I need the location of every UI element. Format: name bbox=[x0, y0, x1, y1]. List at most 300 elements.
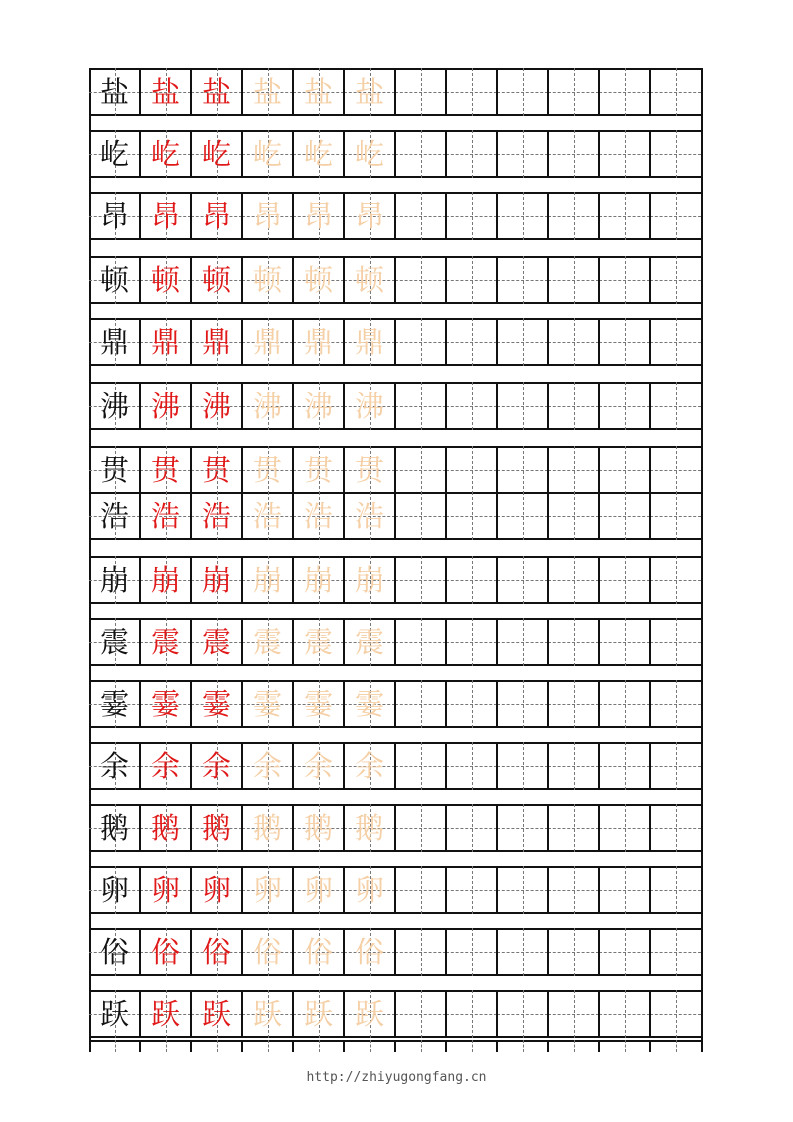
practice-cell[interactable] bbox=[242, 318, 293, 366]
practice-cell[interactable] bbox=[293, 382, 344, 430]
guide-dash-horizontal bbox=[446, 342, 497, 343]
practice-cell[interactable] bbox=[548, 446, 599, 494]
trace-char: 屹 bbox=[303, 136, 333, 171]
practice-cell[interactable] bbox=[548, 556, 599, 604]
cell-separator bbox=[445, 68, 447, 116]
practice-cell[interactable] bbox=[344, 990, 395, 1038]
stroke-char: 浩 bbox=[150, 498, 180, 533]
practice-cell bbox=[191, 382, 242, 430]
practice-cell[interactable] bbox=[548, 742, 599, 790]
guide-dash-horizontal bbox=[548, 580, 599, 581]
practice-cell[interactable] bbox=[293, 680, 344, 728]
guide-dash-horizontal bbox=[599, 704, 650, 705]
cell-separator bbox=[598, 618, 600, 666]
guide-dash-horizontal bbox=[446, 516, 497, 517]
practice-cell[interactable] bbox=[395, 742, 446, 790]
practice-cell[interactable] bbox=[599, 192, 650, 240]
cell-separator bbox=[445, 318, 447, 366]
trace-char: 昂 bbox=[252, 198, 282, 233]
guide-dash-horizontal bbox=[548, 952, 599, 953]
practice-cell bbox=[89, 742, 140, 790]
practice-row bbox=[89, 618, 703, 666]
guide-dash-horizontal bbox=[446, 406, 497, 407]
practice-cell bbox=[140, 618, 191, 666]
practice-cell[interactable] bbox=[395, 130, 446, 178]
guide-dash-horizontal bbox=[395, 642, 446, 643]
practice-cell[interactable] bbox=[395, 618, 446, 666]
guide-dash-horizontal bbox=[599, 890, 650, 891]
trace-char: 鼎 bbox=[354, 324, 384, 359]
stroke-char: 卵 bbox=[201, 872, 231, 907]
practice-cell[interactable] bbox=[599, 928, 650, 976]
cell-separator bbox=[547, 556, 549, 604]
practice-cell[interactable] bbox=[497, 446, 548, 494]
practice-cell[interactable] bbox=[599, 130, 650, 178]
practice-cell[interactable] bbox=[599, 680, 650, 728]
practice-cell[interactable] bbox=[497, 928, 548, 976]
practice-cell[interactable] bbox=[497, 318, 548, 366]
practice-cell[interactable] bbox=[293, 446, 344, 494]
trace-char: 跃 bbox=[354, 996, 384, 1031]
practice-cell bbox=[191, 618, 242, 666]
cell-separator bbox=[496, 742, 498, 790]
practice-cell[interactable] bbox=[344, 742, 395, 790]
practice-cell[interactable] bbox=[650, 192, 701, 240]
practice-cell[interactable] bbox=[242, 68, 293, 116]
practice-cell[interactable] bbox=[242, 928, 293, 976]
cell-separator bbox=[394, 446, 396, 494]
guide-dash-vertical bbox=[166, 1040, 167, 1052]
practice-cell[interactable] bbox=[395, 492, 446, 540]
practice-cell[interactable] bbox=[599, 618, 650, 666]
practice-cell[interactable] bbox=[395, 928, 446, 976]
practice-row bbox=[89, 382, 703, 430]
guide-dash-horizontal bbox=[395, 470, 446, 471]
guide-dash-horizontal bbox=[395, 952, 446, 953]
practice-cell[interactable] bbox=[599, 742, 650, 790]
practice-cell[interactable] bbox=[446, 742, 497, 790]
practice-cell[interactable] bbox=[650, 804, 701, 852]
practice-cell[interactable] bbox=[650, 680, 701, 728]
practice-cell[interactable] bbox=[446, 556, 497, 604]
practice-cell[interactable] bbox=[293, 130, 344, 178]
practice-cell[interactable] bbox=[395, 556, 446, 604]
practice-cell bbox=[140, 256, 191, 304]
cell-separator bbox=[394, 990, 396, 1038]
stroke-char: 余 bbox=[150, 748, 180, 783]
cell-separator bbox=[445, 1040, 447, 1052]
cell-separator bbox=[496, 804, 498, 852]
guide-dash-horizontal bbox=[395, 216, 446, 217]
practice-cell[interactable] bbox=[497, 804, 548, 852]
cell-separator bbox=[547, 866, 549, 914]
practice-cell[interactable] bbox=[446, 382, 497, 430]
practice-cell[interactable] bbox=[650, 742, 701, 790]
cell-separator bbox=[547, 68, 549, 116]
guide-dash-horizontal bbox=[548, 766, 599, 767]
practice-cell[interactable] bbox=[344, 382, 395, 430]
practice-cell[interactable] bbox=[344, 866, 395, 914]
trace-char: 卵 bbox=[303, 872, 333, 907]
practice-cell[interactable] bbox=[344, 804, 395, 852]
trace-char: 震 bbox=[303, 624, 333, 659]
practice-cell[interactable] bbox=[548, 492, 599, 540]
practice-cell[interactable] bbox=[548, 130, 599, 178]
practice-cell bbox=[140, 866, 191, 914]
practice-cell[interactable] bbox=[395, 804, 446, 852]
row-top-line bbox=[89, 1040, 703, 1042]
practice-row bbox=[89, 492, 703, 540]
practice-cell[interactable] bbox=[395, 256, 446, 304]
practice-cell[interactable] bbox=[599, 446, 650, 494]
cell-separator bbox=[445, 382, 447, 430]
cell-separator bbox=[241, 1040, 243, 1052]
cell-separator bbox=[649, 130, 651, 178]
practice-cell[interactable] bbox=[650, 68, 701, 116]
guide-dash-horizontal bbox=[395, 92, 446, 93]
stroke-char: 沸 bbox=[201, 388, 231, 423]
practice-cell bbox=[140, 68, 191, 116]
practice-cell[interactable] bbox=[344, 318, 395, 366]
practice-cell[interactable] bbox=[395, 68, 446, 116]
practice-cell[interactable] bbox=[242, 130, 293, 178]
practice-cell[interactable] bbox=[497, 556, 548, 604]
practice-cell[interactable] bbox=[497, 382, 548, 430]
practice-cell[interactable] bbox=[599, 382, 650, 430]
practice-cell[interactable] bbox=[446, 680, 497, 728]
practice-cell[interactable] bbox=[293, 742, 344, 790]
cell-separator bbox=[547, 130, 549, 178]
guide-dash-horizontal bbox=[446, 766, 497, 767]
practice-cell[interactable] bbox=[599, 256, 650, 304]
practice-cell[interactable] bbox=[650, 928, 701, 976]
guide-dash-horizontal bbox=[497, 342, 548, 343]
cell-separator bbox=[394, 618, 396, 666]
practice-cell[interactable] bbox=[650, 446, 701, 494]
model-char: 崩 bbox=[99, 562, 129, 597]
guide-dash-horizontal bbox=[497, 580, 548, 581]
guide-dash-horizontal bbox=[650, 704, 701, 705]
practice-cell[interactable] bbox=[242, 556, 293, 604]
practice-cell[interactable] bbox=[242, 492, 293, 540]
trace-char: 盐 bbox=[303, 74, 333, 109]
guide-dash-horizontal bbox=[650, 406, 701, 407]
cell-separator bbox=[496, 866, 498, 914]
cell-separator bbox=[547, 382, 549, 430]
practice-cell[interactable] bbox=[650, 130, 701, 178]
trace-char: 贯 bbox=[354, 452, 384, 487]
practice-cell bbox=[191, 318, 242, 366]
practice-cell[interactable] bbox=[344, 492, 395, 540]
practice-cell[interactable] bbox=[599, 318, 650, 366]
practice-cell[interactable] bbox=[242, 804, 293, 852]
practice-cell[interactable] bbox=[344, 928, 395, 976]
guide-dash-vertical bbox=[115, 1040, 116, 1052]
stroke-char: 鼎 bbox=[201, 324, 231, 359]
cell-separator bbox=[496, 990, 498, 1038]
stroke-char: 跃 bbox=[150, 996, 180, 1031]
practice-cell[interactable] bbox=[497, 742, 548, 790]
trace-char: 卵 bbox=[252, 872, 282, 907]
practice-cell[interactable] bbox=[344, 680, 395, 728]
practice-cell[interactable] bbox=[497, 680, 548, 728]
stroke-char: 跃 bbox=[201, 996, 231, 1031]
practice-cell[interactable] bbox=[548, 192, 599, 240]
practice-cell[interactable] bbox=[497, 68, 548, 116]
guide-dash-horizontal bbox=[650, 642, 701, 643]
practice-cell[interactable] bbox=[548, 804, 599, 852]
guide-dash-vertical bbox=[370, 1040, 371, 1052]
cell-separator bbox=[394, 492, 396, 540]
cell-separator bbox=[598, 866, 600, 914]
practice-cell[interactable] bbox=[395, 990, 446, 1038]
practice-cell[interactable] bbox=[446, 928, 497, 976]
guide-dash-horizontal bbox=[650, 580, 701, 581]
practice-cell[interactable] bbox=[599, 866, 650, 914]
guide-dash-horizontal bbox=[548, 342, 599, 343]
practice-cell[interactable] bbox=[650, 382, 701, 430]
practice-cell[interactable] bbox=[395, 866, 446, 914]
guide-dash-horizontal bbox=[446, 216, 497, 217]
practice-cell[interactable] bbox=[650, 990, 701, 1038]
practice-cell[interactable] bbox=[446, 318, 497, 366]
model-char: 震 bbox=[99, 624, 129, 659]
practice-cell[interactable] bbox=[650, 556, 701, 604]
guide-dash-horizontal bbox=[548, 470, 599, 471]
guide-dash-horizontal bbox=[650, 92, 701, 93]
stroke-char: 昂 bbox=[201, 198, 231, 233]
cell-separator bbox=[394, 928, 396, 976]
practice-cell[interactable] bbox=[242, 680, 293, 728]
practice-cell[interactable] bbox=[344, 130, 395, 178]
practice-cell[interactable] bbox=[293, 492, 344, 540]
practice-cell bbox=[89, 680, 140, 728]
cell-separator bbox=[547, 1040, 549, 1052]
guide-dash-horizontal bbox=[497, 766, 548, 767]
practice-cell[interactable] bbox=[446, 68, 497, 116]
practice-cell[interactable] bbox=[242, 618, 293, 666]
stroke-char: 鼎 bbox=[150, 324, 180, 359]
model-char: 沸 bbox=[99, 388, 129, 423]
practice-cell[interactable] bbox=[242, 192, 293, 240]
guide-dash-horizontal bbox=[650, 470, 701, 471]
practice-cell[interactable] bbox=[548, 318, 599, 366]
cell-separator bbox=[598, 990, 600, 1038]
stroke-char: 崩 bbox=[201, 562, 231, 597]
cell-separator bbox=[547, 928, 549, 976]
practice-grid bbox=[89, 68, 703, 1052]
practice-cell[interactable] bbox=[293, 866, 344, 914]
practice-cell[interactable] bbox=[446, 804, 497, 852]
practice-cell[interactable] bbox=[497, 866, 548, 914]
cell-separator bbox=[496, 318, 498, 366]
cell-separator bbox=[598, 1040, 600, 1052]
guide-dash-horizontal bbox=[599, 580, 650, 581]
practice-cell[interactable] bbox=[548, 618, 599, 666]
stroke-char: 余 bbox=[201, 748, 231, 783]
practice-cell[interactable] bbox=[395, 446, 446, 494]
practice-cell bbox=[191, 446, 242, 494]
model-char: 鹅 bbox=[99, 810, 129, 845]
practice-cell[interactable] bbox=[548, 256, 599, 304]
guide-dash-horizontal bbox=[599, 342, 650, 343]
cell-separator bbox=[394, 866, 396, 914]
practice-cell[interactable] bbox=[293, 556, 344, 604]
practice-cell[interactable] bbox=[293, 318, 344, 366]
guide-dash-horizontal bbox=[446, 952, 497, 953]
practice-cell[interactable] bbox=[344, 618, 395, 666]
trace-char: 鹅 bbox=[354, 810, 384, 845]
cell-separator bbox=[496, 446, 498, 494]
guide-dash-horizontal bbox=[497, 890, 548, 891]
practice-cell[interactable] bbox=[242, 742, 293, 790]
practice-row bbox=[89, 556, 703, 604]
practice-cell[interactable] bbox=[446, 618, 497, 666]
practice-cell[interactable] bbox=[548, 680, 599, 728]
trace-char: 贯 bbox=[252, 452, 282, 487]
cell-separator bbox=[496, 192, 498, 240]
guide-dash-horizontal bbox=[395, 516, 446, 517]
practice-cell[interactable] bbox=[446, 192, 497, 240]
guide-dash-horizontal bbox=[497, 516, 548, 517]
practice-cell bbox=[89, 928, 140, 976]
practice-cell[interactable] bbox=[599, 492, 650, 540]
practice-cell bbox=[89, 804, 140, 852]
guide-dash-horizontal bbox=[650, 280, 701, 281]
guide-dash-horizontal bbox=[650, 154, 701, 155]
practice-cell[interactable] bbox=[344, 192, 395, 240]
practice-cell bbox=[191, 256, 242, 304]
trace-char: 崩 bbox=[303, 562, 333, 597]
model-char: 霎 bbox=[99, 686, 129, 721]
guide-dash-horizontal bbox=[548, 154, 599, 155]
practice-cell[interactable] bbox=[242, 990, 293, 1038]
practice-cell[interactable] bbox=[548, 866, 599, 914]
practice-cell bbox=[191, 492, 242, 540]
partial-row bbox=[89, 1040, 703, 1052]
practice-cell[interactable] bbox=[446, 446, 497, 494]
guide-dash-horizontal bbox=[446, 580, 497, 581]
practice-cell bbox=[191, 990, 242, 1038]
practice-cell[interactable] bbox=[497, 192, 548, 240]
practice-cell[interactable] bbox=[548, 68, 599, 116]
guide-dash-horizontal bbox=[446, 470, 497, 471]
practice-cell[interactable] bbox=[497, 492, 548, 540]
practice-cell[interactable] bbox=[446, 256, 497, 304]
practice-cell bbox=[191, 68, 242, 116]
guide-dash-horizontal bbox=[599, 470, 650, 471]
practice-cell[interactable] bbox=[395, 680, 446, 728]
practice-cell[interactable] bbox=[395, 318, 446, 366]
practice-cell[interactable] bbox=[497, 618, 548, 666]
guide-dash-horizontal bbox=[650, 1014, 701, 1015]
practice-cell[interactable] bbox=[293, 68, 344, 116]
cell-separator bbox=[343, 1040, 345, 1052]
trace-char: 霎 bbox=[252, 686, 282, 721]
cell-separator bbox=[547, 618, 549, 666]
practice-cell[interactable] bbox=[446, 866, 497, 914]
practice-cell[interactable] bbox=[293, 256, 344, 304]
trace-char: 卵 bbox=[354, 872, 384, 907]
cell-separator bbox=[445, 990, 447, 1038]
practice-cell[interactable] bbox=[293, 990, 344, 1038]
stroke-char: 浩 bbox=[201, 498, 231, 533]
practice-cell[interactable] bbox=[497, 990, 548, 1038]
trace-char: 崩 bbox=[354, 562, 384, 597]
practice-cell[interactable] bbox=[446, 130, 497, 178]
practice-cell[interactable] bbox=[344, 68, 395, 116]
practice-cell[interactable] bbox=[395, 382, 446, 430]
practice-cell[interactable] bbox=[344, 556, 395, 604]
practice-cell[interactable] bbox=[650, 318, 701, 366]
practice-cell[interactable] bbox=[293, 928, 344, 976]
guide-dash-vertical bbox=[472, 1040, 473, 1052]
practice-cell[interactable] bbox=[548, 990, 599, 1038]
guide-dash-horizontal bbox=[650, 516, 701, 517]
practice-cell[interactable] bbox=[242, 256, 293, 304]
stroke-char: 盐 bbox=[201, 74, 231, 109]
practice-cell[interactable] bbox=[242, 382, 293, 430]
practice-cell[interactable] bbox=[599, 68, 650, 116]
practice-cell[interactable] bbox=[599, 990, 650, 1038]
practice-cell[interactable] bbox=[650, 618, 701, 666]
practice-row bbox=[89, 318, 703, 366]
guide-dash-horizontal bbox=[497, 642, 548, 643]
stroke-char: 崩 bbox=[150, 562, 180, 597]
guide-dash-vertical bbox=[625, 1040, 626, 1052]
practice-cell[interactable] bbox=[548, 382, 599, 430]
practice-cell[interactable] bbox=[293, 192, 344, 240]
trace-char: 浩 bbox=[252, 498, 282, 533]
cell-separator bbox=[649, 556, 651, 604]
trace-char: 鼎 bbox=[252, 324, 282, 359]
cell-separator bbox=[598, 382, 600, 430]
practice-cell[interactable] bbox=[497, 256, 548, 304]
practice-cell[interactable] bbox=[548, 928, 599, 976]
practice-cell[interactable] bbox=[650, 866, 701, 914]
guide-dash-horizontal bbox=[548, 890, 599, 891]
cell-separator bbox=[547, 192, 549, 240]
guide-dash-horizontal bbox=[497, 280, 548, 281]
practice-cell[interactable] bbox=[293, 618, 344, 666]
practice-cell bbox=[140, 446, 191, 494]
practice-cell[interactable] bbox=[344, 446, 395, 494]
cell-separator bbox=[445, 928, 447, 976]
practice-cell[interactable] bbox=[293, 804, 344, 852]
trace-char: 余 bbox=[252, 748, 282, 783]
stroke-char: 霎 bbox=[150, 686, 180, 721]
guide-dash-horizontal bbox=[650, 952, 701, 953]
practice-cell[interactable] bbox=[599, 804, 650, 852]
practice-cell[interactable] bbox=[344, 256, 395, 304]
practice-cell bbox=[191, 866, 242, 914]
practice-cell[interactable] bbox=[395, 192, 446, 240]
practice-cell[interactable] bbox=[242, 446, 293, 494]
practice-cell[interactable] bbox=[650, 256, 701, 304]
practice-cell[interactable] bbox=[242, 866, 293, 914]
practice-cell[interactable] bbox=[446, 990, 497, 1038]
guide-dash-horizontal bbox=[548, 1014, 599, 1015]
practice-cell[interactable] bbox=[446, 492, 497, 540]
cell-separator bbox=[394, 804, 396, 852]
trace-char: 浩 bbox=[303, 498, 333, 533]
stroke-char: 鹅 bbox=[201, 810, 231, 845]
practice-cell[interactable] bbox=[497, 130, 548, 178]
practice-cell[interactable] bbox=[599, 556, 650, 604]
cell-separator bbox=[394, 382, 396, 430]
guide-dash-vertical bbox=[268, 1040, 269, 1052]
practice-cell[interactable] bbox=[650, 492, 701, 540]
